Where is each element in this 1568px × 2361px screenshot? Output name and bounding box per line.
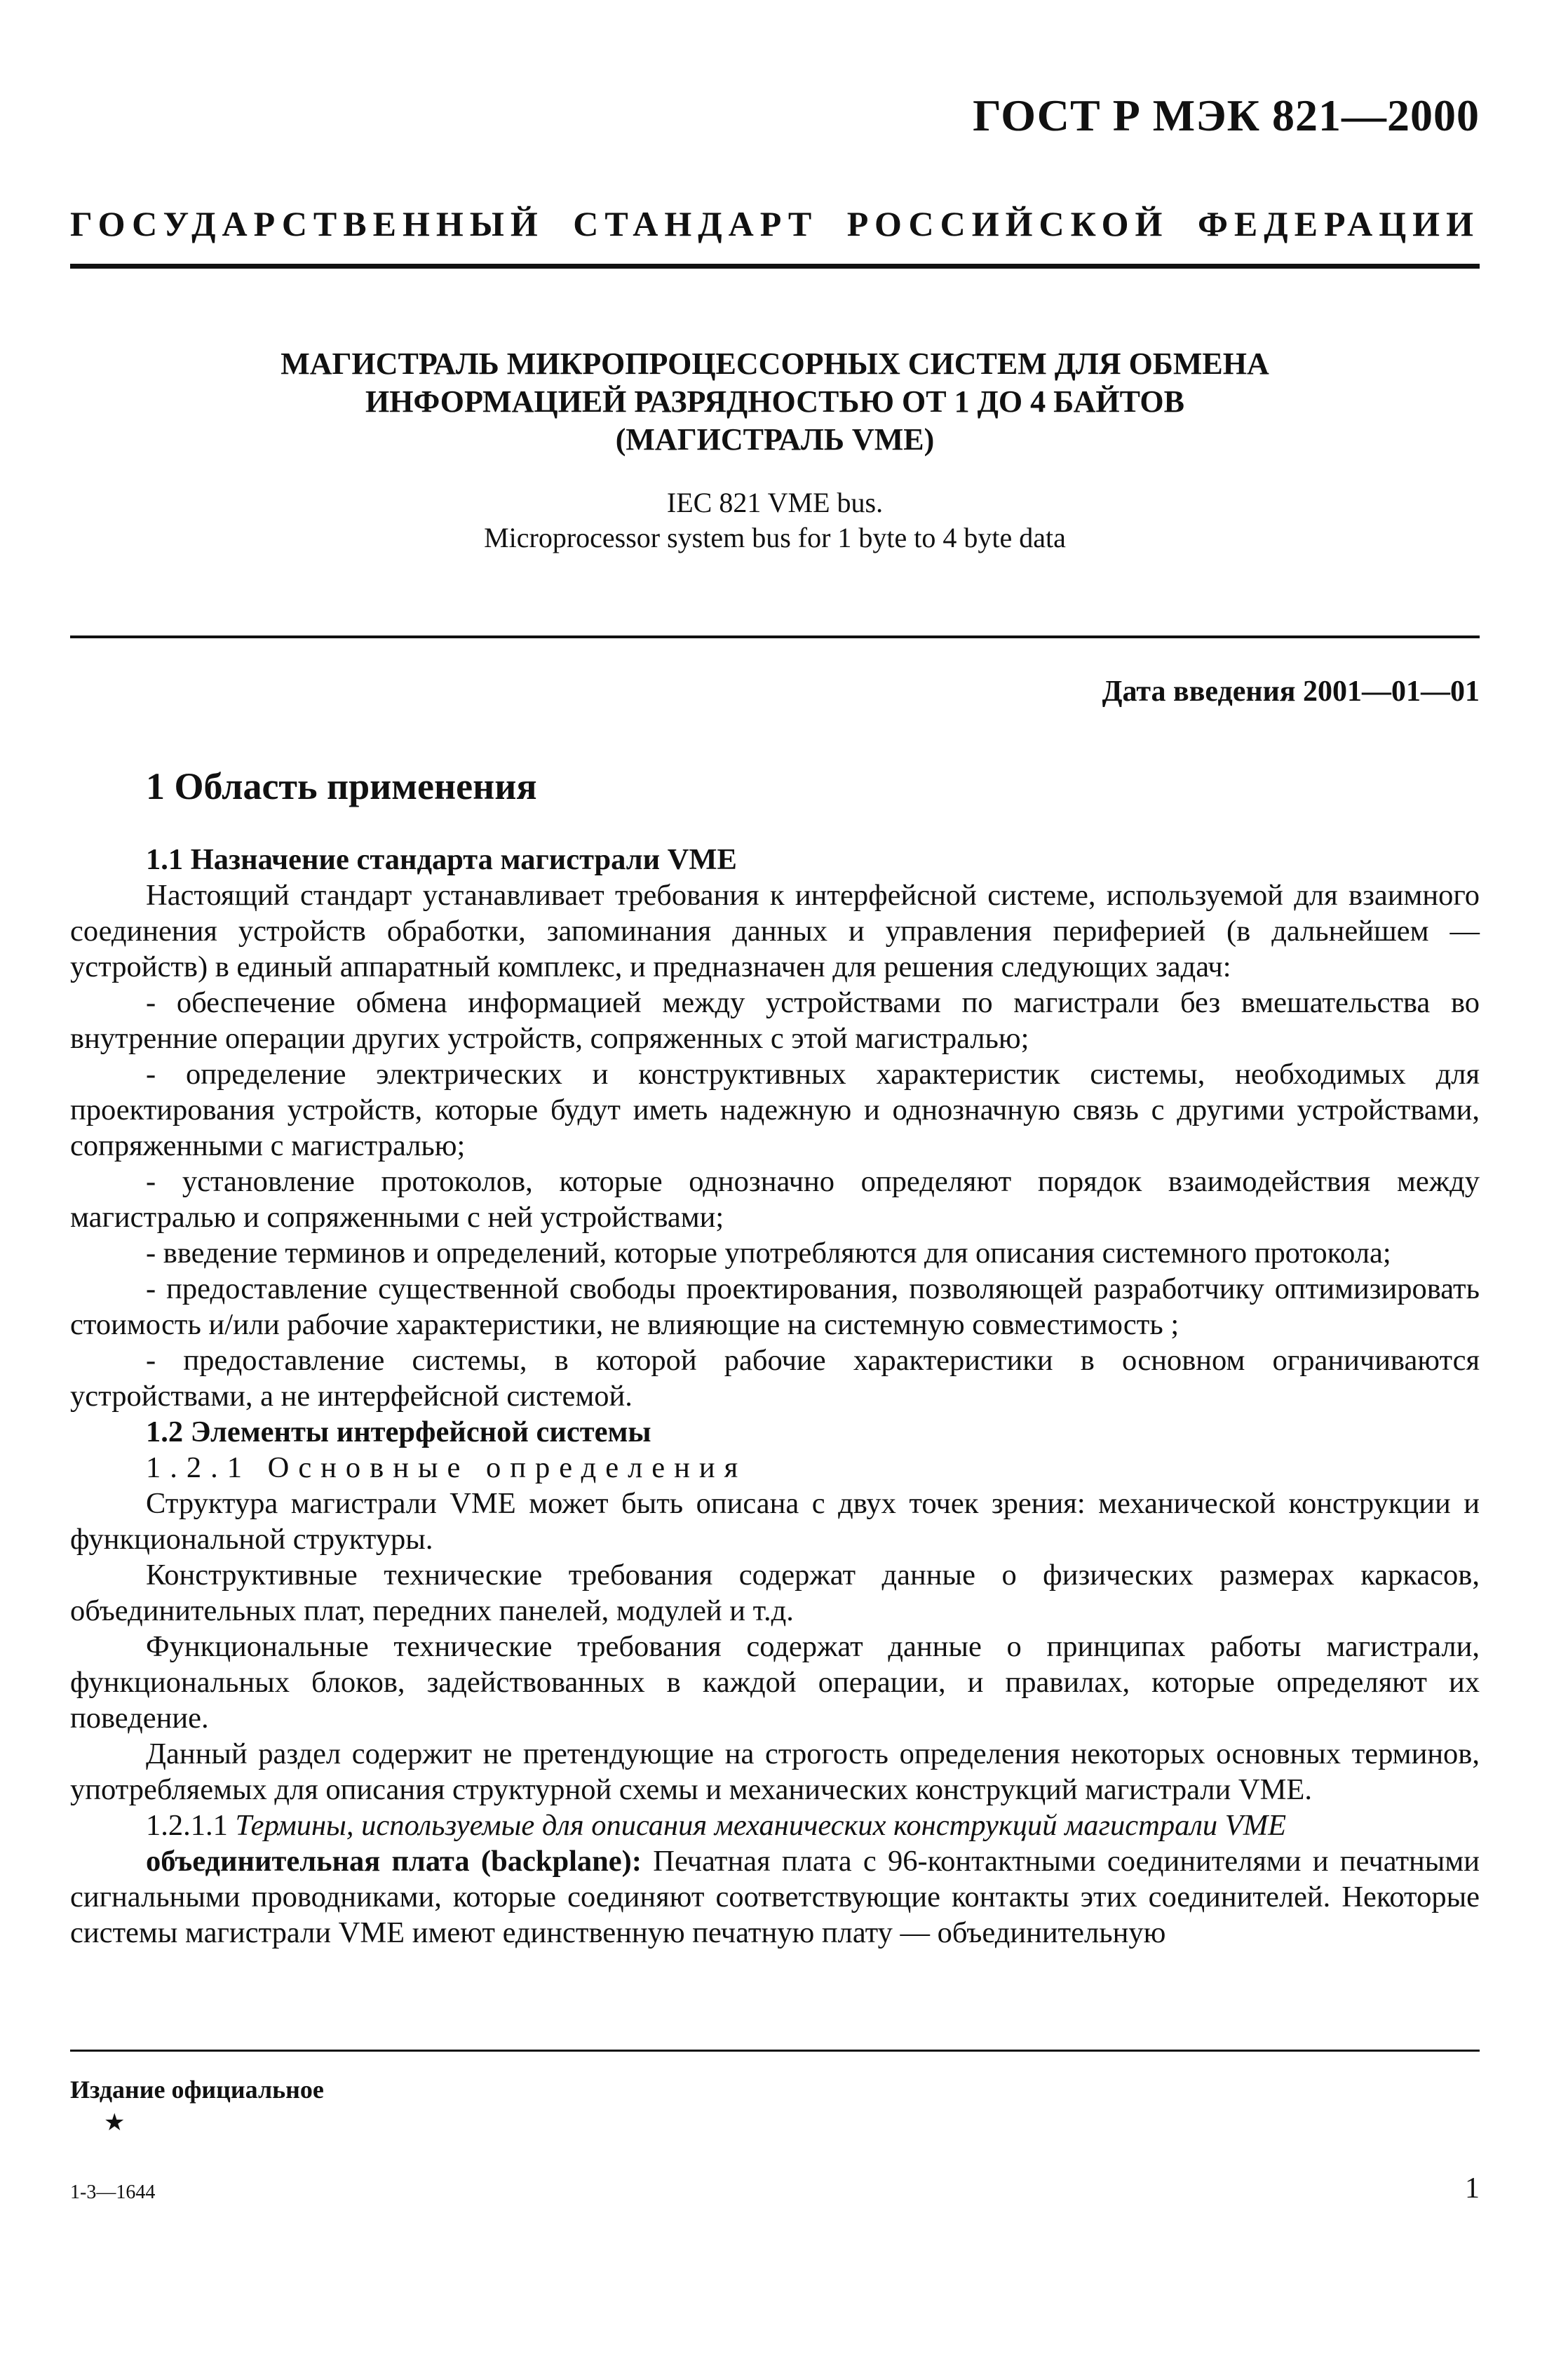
gost-designation: ГОСТ Р МЭК 821—2000 [973,90,1480,140]
section-heading: 1 Область применения [146,765,537,807]
english-title-line: Microprocessor system bus for 1 byte to 4 byte data [484,522,1066,553]
title-line: МАГИСТРАЛЬ МИКРОПРОЦЕССОРНЫХ СИСТЕМ ДЛЯ ОБМЕНА [281,347,1269,381]
footer-divider [70,2050,1480,2052]
clause-heading [70,1808,1480,1843]
english-title-line: IEC 821 VME bus. [666,487,884,518]
subsection-heading: 1.2 Элементы интерфейсной системы [146,1415,651,1448]
term-definition [70,1843,1480,1951]
banner-word: СТАНДАРТ [573,204,818,243]
term-name: объединительная плата (backplane): [146,1845,642,1878]
clause-title: Термины, используемые для описания механических конструкций магистрали VME [235,1809,1287,1842]
print-code: 1-3—1644 [70,2181,156,2203]
paragraph: Данный раздел содержит не претендующие на строгость определения некоторых основных терминов, употребляемых для описания структурной схемы и механических конструкций магистрали VME. [70,1737,1480,1806]
star-icon: ★ [104,2110,126,2136]
list-item: - предоставление существенной свободы проектирования, позволяющей разработчику оптимизировать стоимость и/или рабочие характеристики, не влияющие на системную совместимость ; [70,1272,1480,1341]
paragraph: Функциональные технические требования содержат данные о принципах работы магистрали, функциональных блоков, задействованных в каждой операции, и правилах, которые определяют их поведение. [70,1630,1480,1735]
title-divider [70,635,1480,638]
banner-word: ФЕДЕРАЦИИ [1197,204,1480,243]
banner-word: РОССИЙСКОЙ [846,204,1169,243]
subsubsection-heading: 1.2.1 Основные определения [146,1451,748,1484]
title-line: ИНФОРМАЦИЕЙ РАЗРЯДНОСТЬЮ ОТ 1 ДО 4 БАЙТОВ [365,384,1184,419]
list-item: - установление протоколов, которые однозначно определяют порядок взаимодействия между магистралью и сопряженными с ней устройствами; [70,1165,1480,1234]
list-item: - предоставление системы, в которой рабочие характеристики в основном ограничиваются устройствами, а не интерфейсной системой. [70,1344,1480,1413]
banner-word: ГОСУДАРСТВЕННЫЙ [70,204,544,243]
term-text: Печатная плата с 96-контактными соединителями и печатными сигнальными проводниками, которые соединяют соответствующие контакты этих соединителей. Некоторые системы магистрали VME имеют единственную печатную плату — объединительную [70,1845,1480,1949]
subsection-heading: 1.1 Назначение стандарта магистрали VME [146,843,737,876]
introduction-date: Дата введения 2001—01—01 [1102,675,1480,708]
document-title [70,345,1480,459]
state-standard-banner [70,203,1480,244]
paragraph: Настоящий стандарт устанавливает требования к интерфейсной системе, используемой для взаимного соединения устройств обработки, запоминания данных и управления периферией (в дальнейшем — устройств) в единый аппаратный комплекс, и предназначен для решения следующих задач: [70,879,1480,983]
paragraph: Конструктивные технические требования содержат данные о физических размерах каркасов, объединительных плат, передних панелей, модулей и т.д. [70,1559,1480,1627]
list-item: - определение электрических и конструктивных характеристик системы, необходимых для проектирования устройств, которые будут иметь надежную и однозначную связь с другими устройствами, сопряженными с магистралью; [70,1058,1480,1162]
body-text [70,842,1480,1951]
title-line: (МАГИСТРАЛЬ VME) [615,422,935,457]
paragraph: Структура магистрали VME может быть описана с двух точек зрения: механической конструкции и функциональной структуры. [70,1487,1480,1556]
clause-number: 1.2.1.1 [146,1809,228,1842]
english-title [70,485,1480,556]
edition-label: Издание официальное [70,2076,324,2104]
list-item: - введение терминов и определений, которые употребляются для описания системного протокола; [146,1237,1391,1270]
page-number: 1 [1465,2172,1480,2205]
header-divider [70,264,1480,269]
list-item: - обеспечение обмена информацией между устройствами по магистрали без вмешательства во внутренние операции других устройств, сопряженных с этой магистралью; [70,986,1480,1055]
